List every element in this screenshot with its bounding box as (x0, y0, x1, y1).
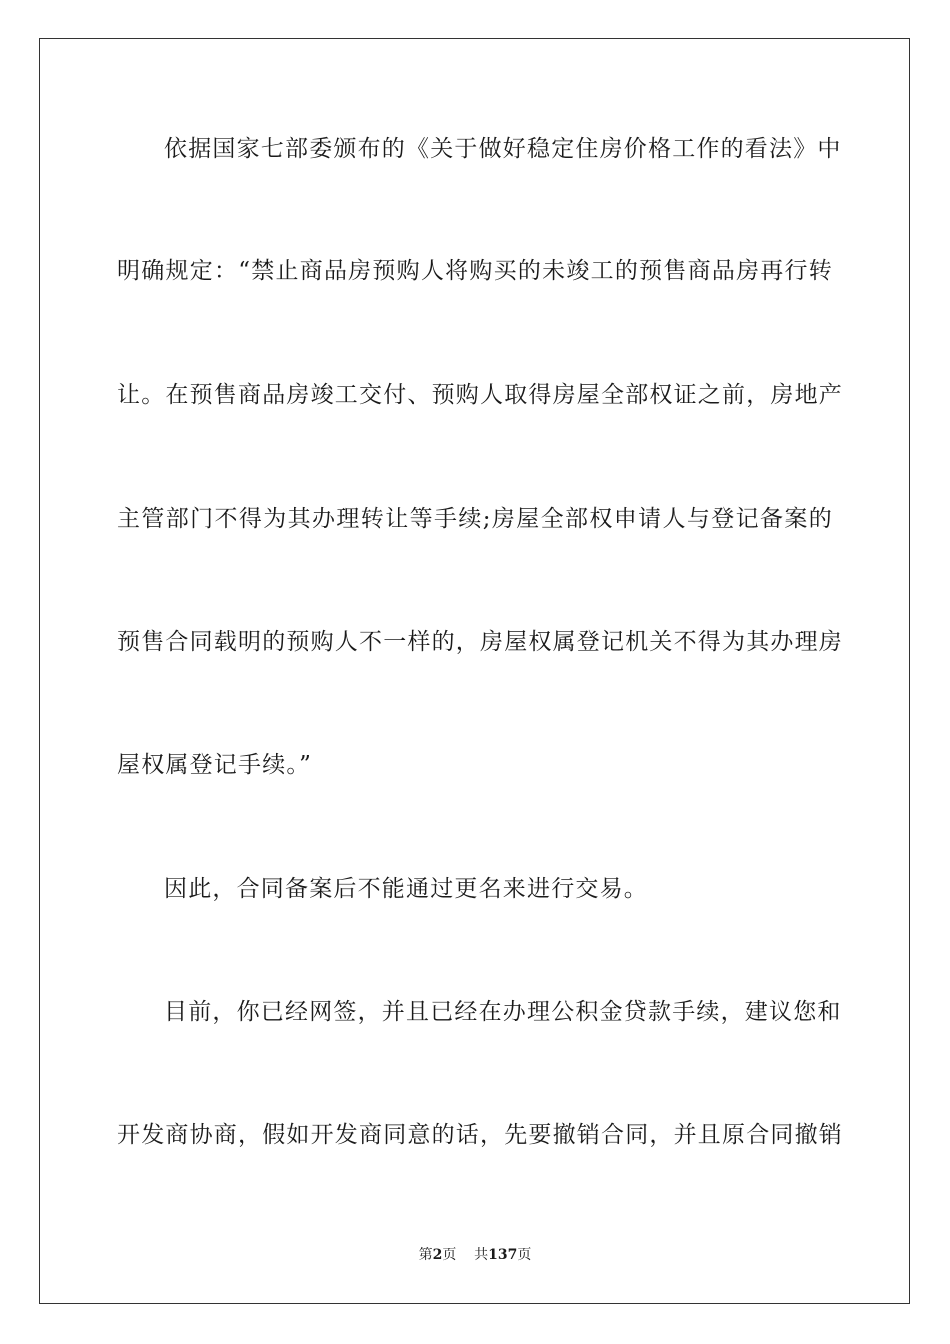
footer-total-suffix: 页 (517, 1247, 532, 1263)
paragraph-line: 主管部门不得为其办理转让等手续;房屋全部权申请人与登记备案的 (117, 506, 833, 532)
paragraph-line: 目前，你已经网签，并且已经在办理公积金贷款手续，建议您和 (164, 999, 842, 1025)
page-border (39, 38, 910, 1304)
paragraph-line: 明确规定：“禁止商品房预购人将购买的未竣工的预售商品房再行转 (117, 258, 833, 284)
footer-total-pages: 137 (488, 1247, 518, 1263)
footer-page-suffix: 页 (442, 1247, 457, 1263)
paragraph-line: 开发商协商，假如开发商同意的话，先要撤销合同，并且原合同撤销 (117, 1122, 843, 1148)
paragraph-line: 依据国家七部委颁布的《关于做好稳定住房价格工作的看法》中 (164, 136, 842, 162)
footer-page-number: 2 (432, 1247, 443, 1263)
paragraph-line: 预售合同载明的预购人不一样的，房屋权属登记机关不得为其办理房 (117, 629, 843, 655)
footer-total-prefix: 共 (474, 1247, 489, 1263)
paragraph-line: 因此，合同备案后不能通过更名来进行交易。 (164, 876, 648, 902)
page-footer (0, 1246, 950, 1264)
paragraph-line: 屋权属登记手续。” (117, 752, 313, 778)
footer-page-prefix: 第 (418, 1247, 433, 1263)
paragraph-line: 让。在预售商品房竣工交付、预购人取得房屋全部权证之前，房地产 (117, 382, 843, 408)
